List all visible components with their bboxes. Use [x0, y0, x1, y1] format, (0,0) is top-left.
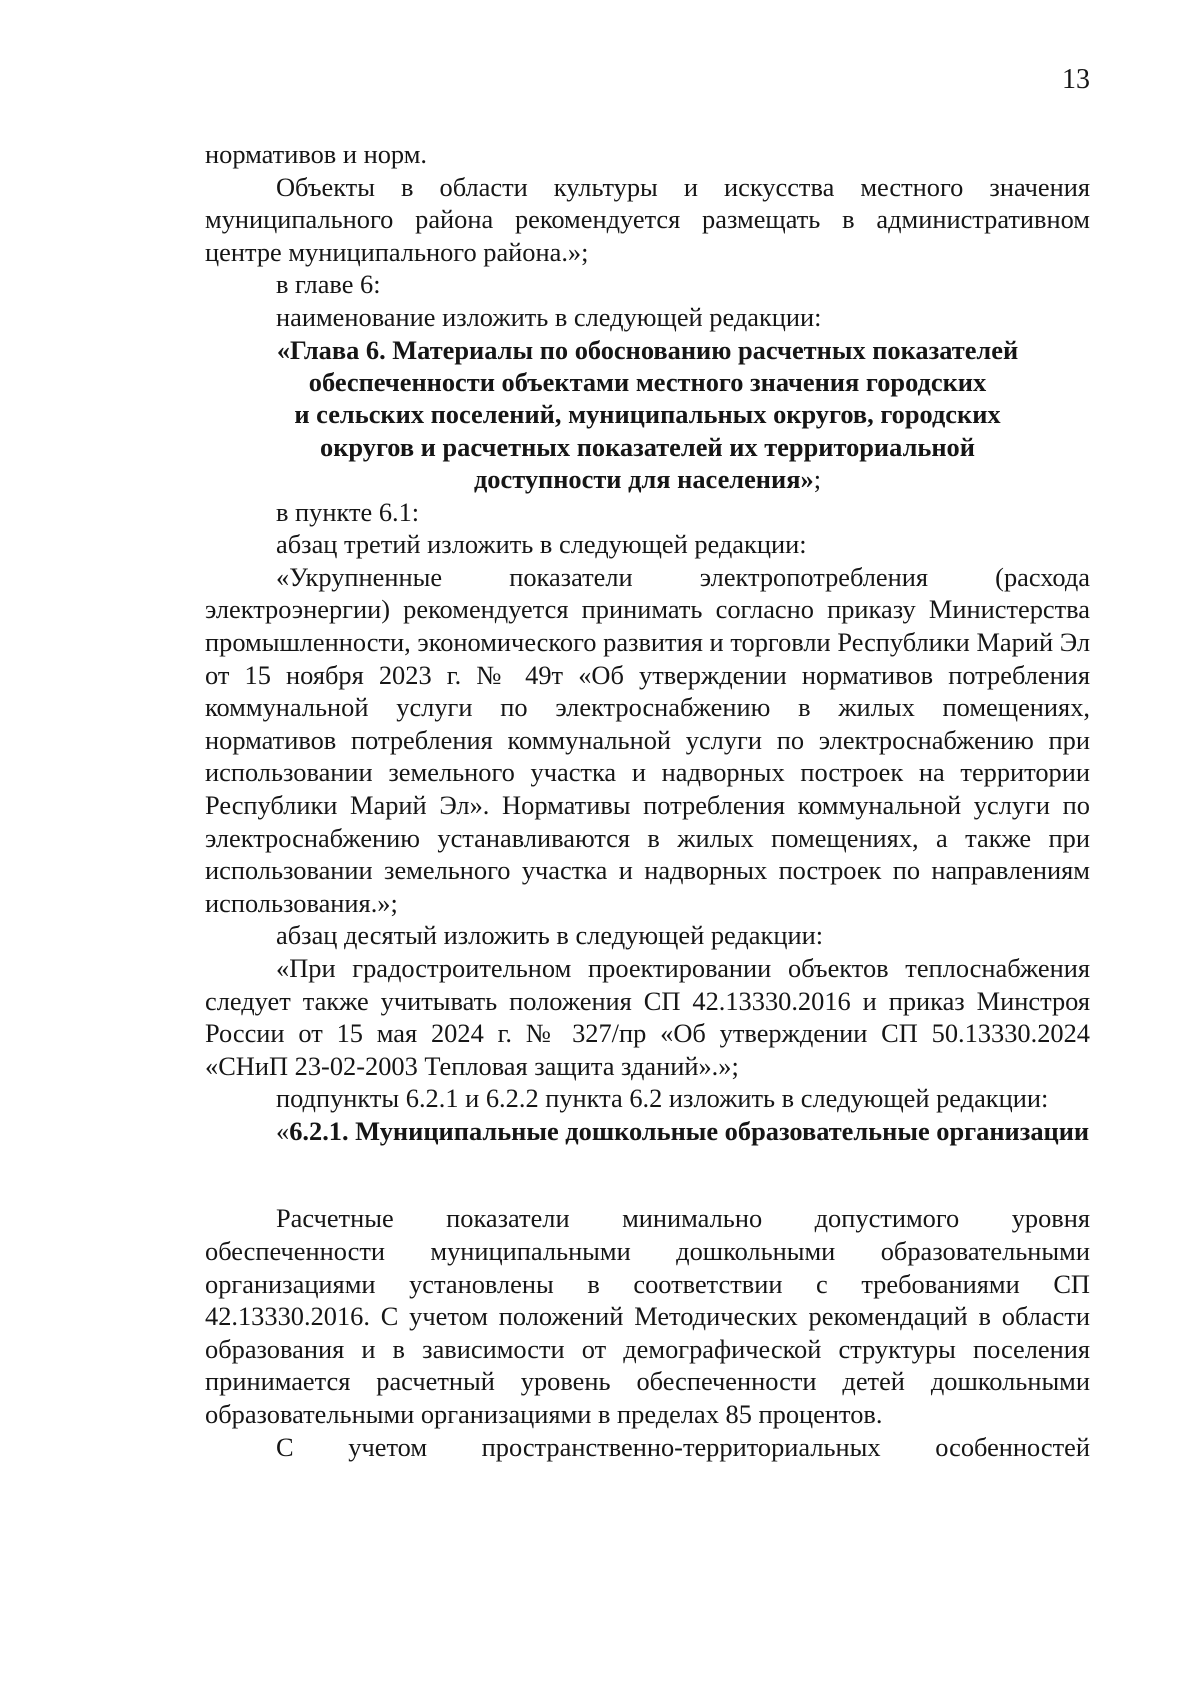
chapter-6-heading [205, 334, 1090, 496]
subheading-6-2-1 [205, 1115, 1090, 1148]
paragraph-chapter-6-intro: в главе 6: [276, 269, 381, 300]
subheading-quote: « [276, 1115, 290, 1146]
chapter-heading-line: округов и расчетных показателей их территориальной [320, 431, 975, 462]
document-body [205, 138, 1090, 1463]
page-number: 13 [1062, 64, 1090, 95]
paragraph-continuation: нормативов и норм. [205, 139, 427, 169]
paragraph-preschool: Расчетные показатели минимально допустимого уровня обеспеченности муниципальными дошкольными образовательными организациями установлены в соответствии с требованиями СП 42.13330.2016. С учетом положений Методических рекомендаций в области образования и в зависимости от демографической структуры поселения принимается расчетный уровень обеспеченности детей дошкольными образовательными организациями в пределах 85 процентов. [205, 1203, 1090, 1430]
subheading-text: 6.2.1. Муниципальные дошкольные образовательные организации [289, 1115, 1090, 1146]
chapter-heading-line [205, 463, 1090, 495]
chapter-heading-line: «Глава 6. Материалы по обоснованию расчетных показателей [276, 334, 1019, 365]
blank-line [205, 1147, 1090, 1202]
chapter-heading-tail: ; [813, 464, 822, 495]
paragraph-tenth-abzac: абзац десятый изложить в следующей редакции: [276, 920, 824, 951]
paragraph-electricity: «Укрупненные показатели электропотребления (расхода электроэнергии) рекомендуется принимать согласно приказу Министерства промышленности, экономического развития и торговли Республики Марий Эл от 15 ноября 2023 г. № 49т «Об утверждении нормативов потребления коммунальной услуги по электроснабжению в жилых помещениях, нормативов потребления коммунальной услуги по электроснабжению при использовании земельного участка и надворных построек на территории Республики Марий Эл». Нормативы потребления коммунальной услуги по электроснабжению устанавливаются в жилых помещениях, а также при использовании земельного участка и надворных построек по направлениям использования.»; [205, 561, 1090, 918]
paragraph-point-6-1: в пункте 6.1: [276, 496, 420, 527]
paragraph-culture-objects: Объекты в области культуры и искусства местного значения муниципального района рекомендуется размещать в административном центре муниципального района.»; [205, 171, 1090, 267]
chapter-heading-line: и сельских поселений, муниципальных округов, городских [294, 399, 1001, 430]
paragraph-title-change: наименование изложить в следующей редакции: [276, 301, 822, 332]
chapter-heading-line: обеспеченности объектами местного значения городских [308, 366, 987, 397]
paragraph-third-abzac: абзац третий изложить в следующей редакции: [276, 529, 807, 560]
paragraph-subpoints: подпункты 6.2.1 и 6.2.2 пункта 6.2 изложить в следующей редакции: [276, 1083, 1049, 1114]
paragraph-heat-supply: «При градостроительном проектировании объектов теплоснабжения следует также учитывать положения СП 42.13330.2016 и приказ Минстроя России от 15 мая 2024 г. № 327/пр «Об утверждении СП 50.13330.2024 «СНиП 23-02-2003 Тепловая защита зданий».»; [205, 952, 1090, 1081]
chapter-heading-last: доступности для населения» [473, 464, 814, 495]
paragraph-final: С учетом пространственно-территориальных особенностей [276, 1431, 1090, 1462]
